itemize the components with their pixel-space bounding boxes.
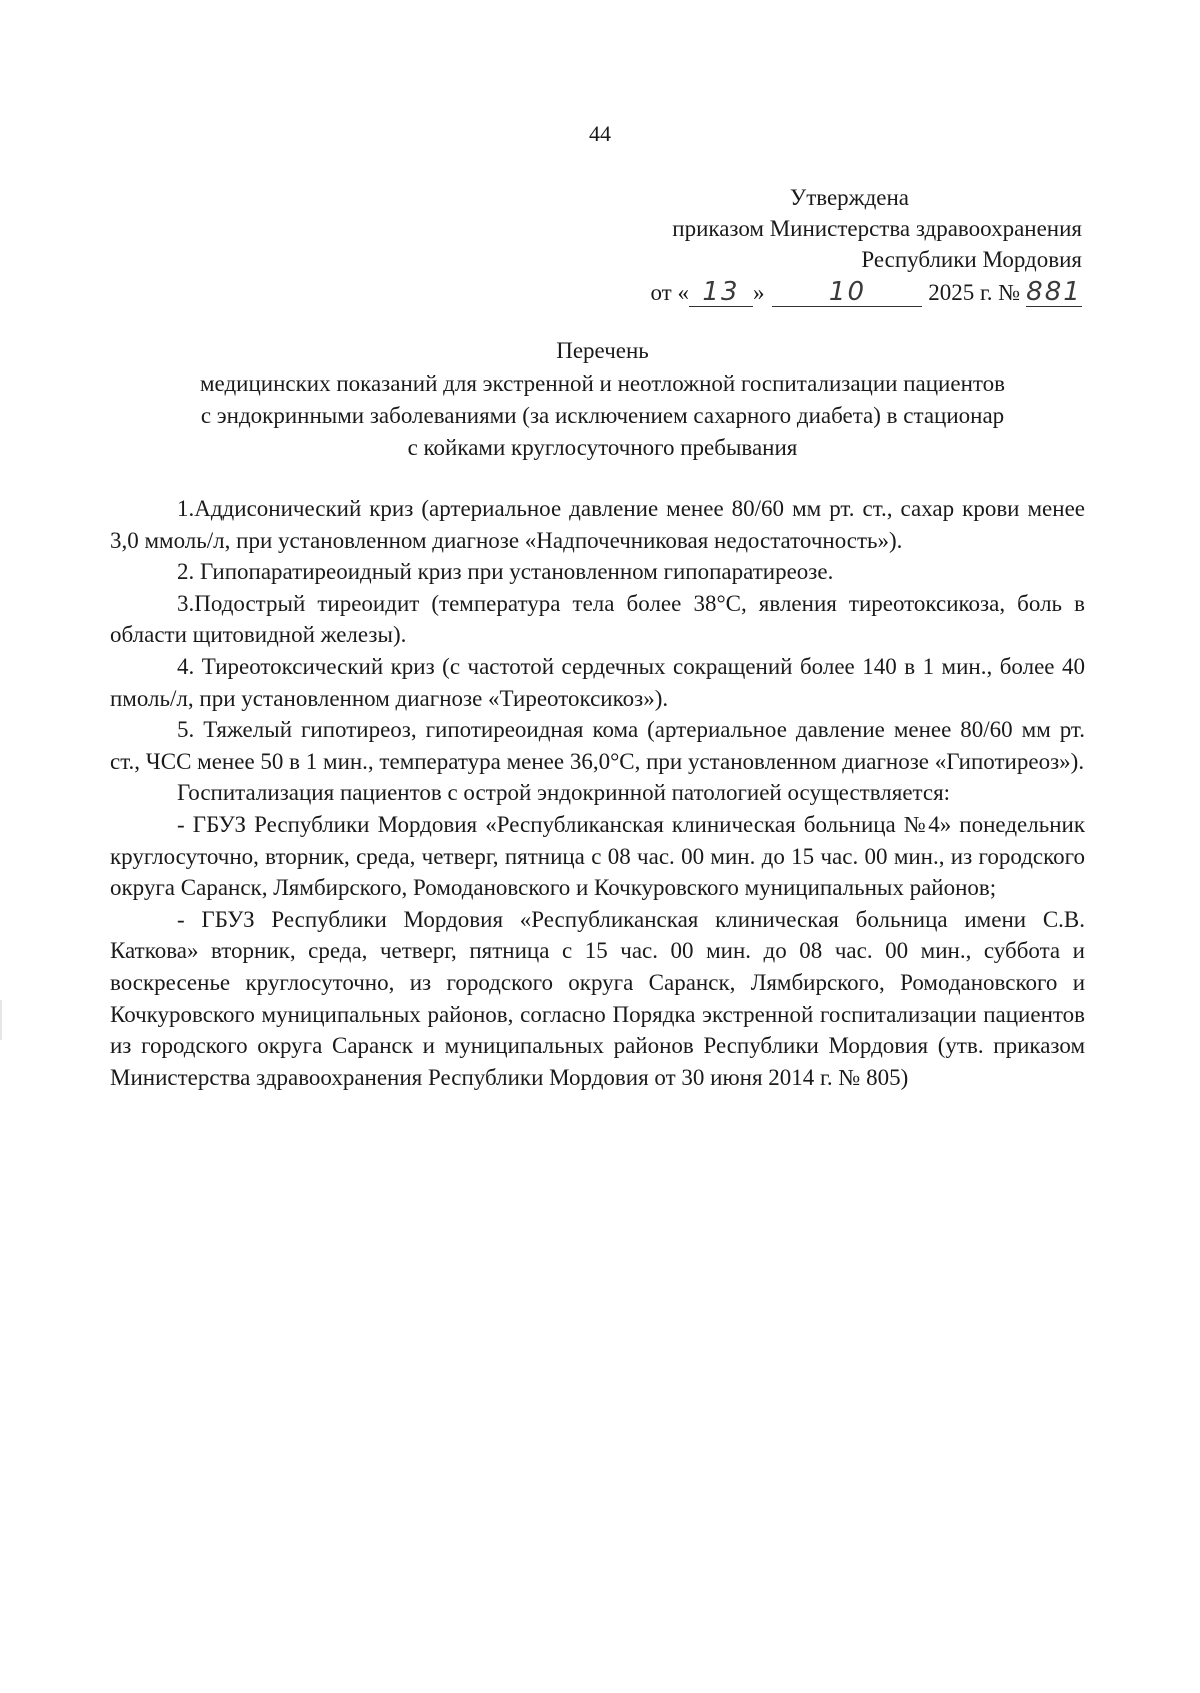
date-month-field	[772, 279, 922, 307]
paragraph-2: 2. Гипопаратиреоидный криз при установленном гипопаратиреозе.	[177, 559, 834, 585]
paragraph-8: - ГБУЗ Республики Мордовия «Республиканская клиническая больница имени С.В. Каткова» вторник, среда, четверг, пятница с 15 час. 00 мин. до 08 час. 00 мин., суббота и воскресенье круглосуточно, из городского округа Саранск, Лямбирского, Ромодановского и Кочкуровского муниципальных районов, согласно Порядка экстренной госпитализации пациентов из городского округа Саранск и муниципальных районов Республики Мордовия (утв. приказом Министерства здравоохранения Республики Мордовия от 30 июня 2014 г. № 805)	[110, 906, 1085, 1090]
date-prefix: от «	[650, 280, 689, 305]
title-subtitle-3: с койками круглосуточного пребывания	[407, 435, 798, 460]
order-number-field	[1026, 279, 1082, 307]
date-month-handwritten: 10	[828, 277, 866, 307]
paragraph-6: Госпитализация пациентов с острой эндокринной патологией осуществляется:	[177, 780, 951, 806]
paragraph-4: 4. Тиреотоксический криз (с частотой сердечных сокращений более 140 в 1 мин., более 40 пмоль/л, при установленном диагнозе «Тиреотоксикоз»).	[110, 653, 1085, 711]
date-year: 2025 г. №	[928, 280, 1021, 305]
paragraph-1: 1.Аддисонический криз (артериальное давление менее 80/60 мм рт. ст., сахар крови менее 3,0 ммоль/л, при установленном диагнозе «Надпочечниковая недостаточность»).	[110, 496, 1085, 553]
scan-edge-mark	[0, 1000, 2, 1040]
title-subtitle-1: медицинских показаний для экстренной и неотложной госпитализации пациентов	[200, 371, 1005, 396]
approval-line-1: Утверждена	[789, 185, 909, 210]
title-subtitle-2: с эндокринными заболеваниями (за исключением сахарного диабета) в стационар	[200, 403, 1005, 428]
approval-date-line	[522, 277, 1082, 308]
approval-stamp-block	[522, 182, 1082, 308]
date-day-handwritten: 13	[702, 277, 740, 307]
document-body	[110, 493, 1085, 1093]
date-mid: »	[752, 280, 765, 305]
paragraph-5: 5. Тяжелый гипотиреоз, гипотиреоидная кома (артериальное давление менее 80/60 мм рт. ст., ЧСС менее 50 в 1 мин., температура менее 36,0°С, при установленном диагнозе «Гипотиреоз»).	[110, 717, 1085, 774]
document-title	[110, 335, 1095, 464]
approval-line-2: приказом Министерства здравоохранения	[672, 216, 1082, 241]
title-heading: Перечень	[556, 338, 649, 363]
paragraph-7: - ГБУЗ Республики Мордовия «Республиканская клиническая больница №4» понедельник круглосуточно, вторник, среда, четверг, пятница с 08 час. 00 мин. до 15 час. 00 мин., из городского округа Саранск, Лямбирского, Ромодановского и Кочкуровского муниципальных районов;	[110, 811, 1085, 901]
page-number: 44	[589, 121, 611, 146]
paragraph-3: 3.Подострый тиреоидит (температура тела более 38°С, явления тиреотоксикоза, боль в области щитовидной железы).	[110, 590, 1085, 648]
date-day-field	[689, 279, 753, 307]
order-number-handwritten: 881	[1026, 277, 1082, 307]
approval-line-3: Республики Мордовия	[861, 247, 1082, 272]
